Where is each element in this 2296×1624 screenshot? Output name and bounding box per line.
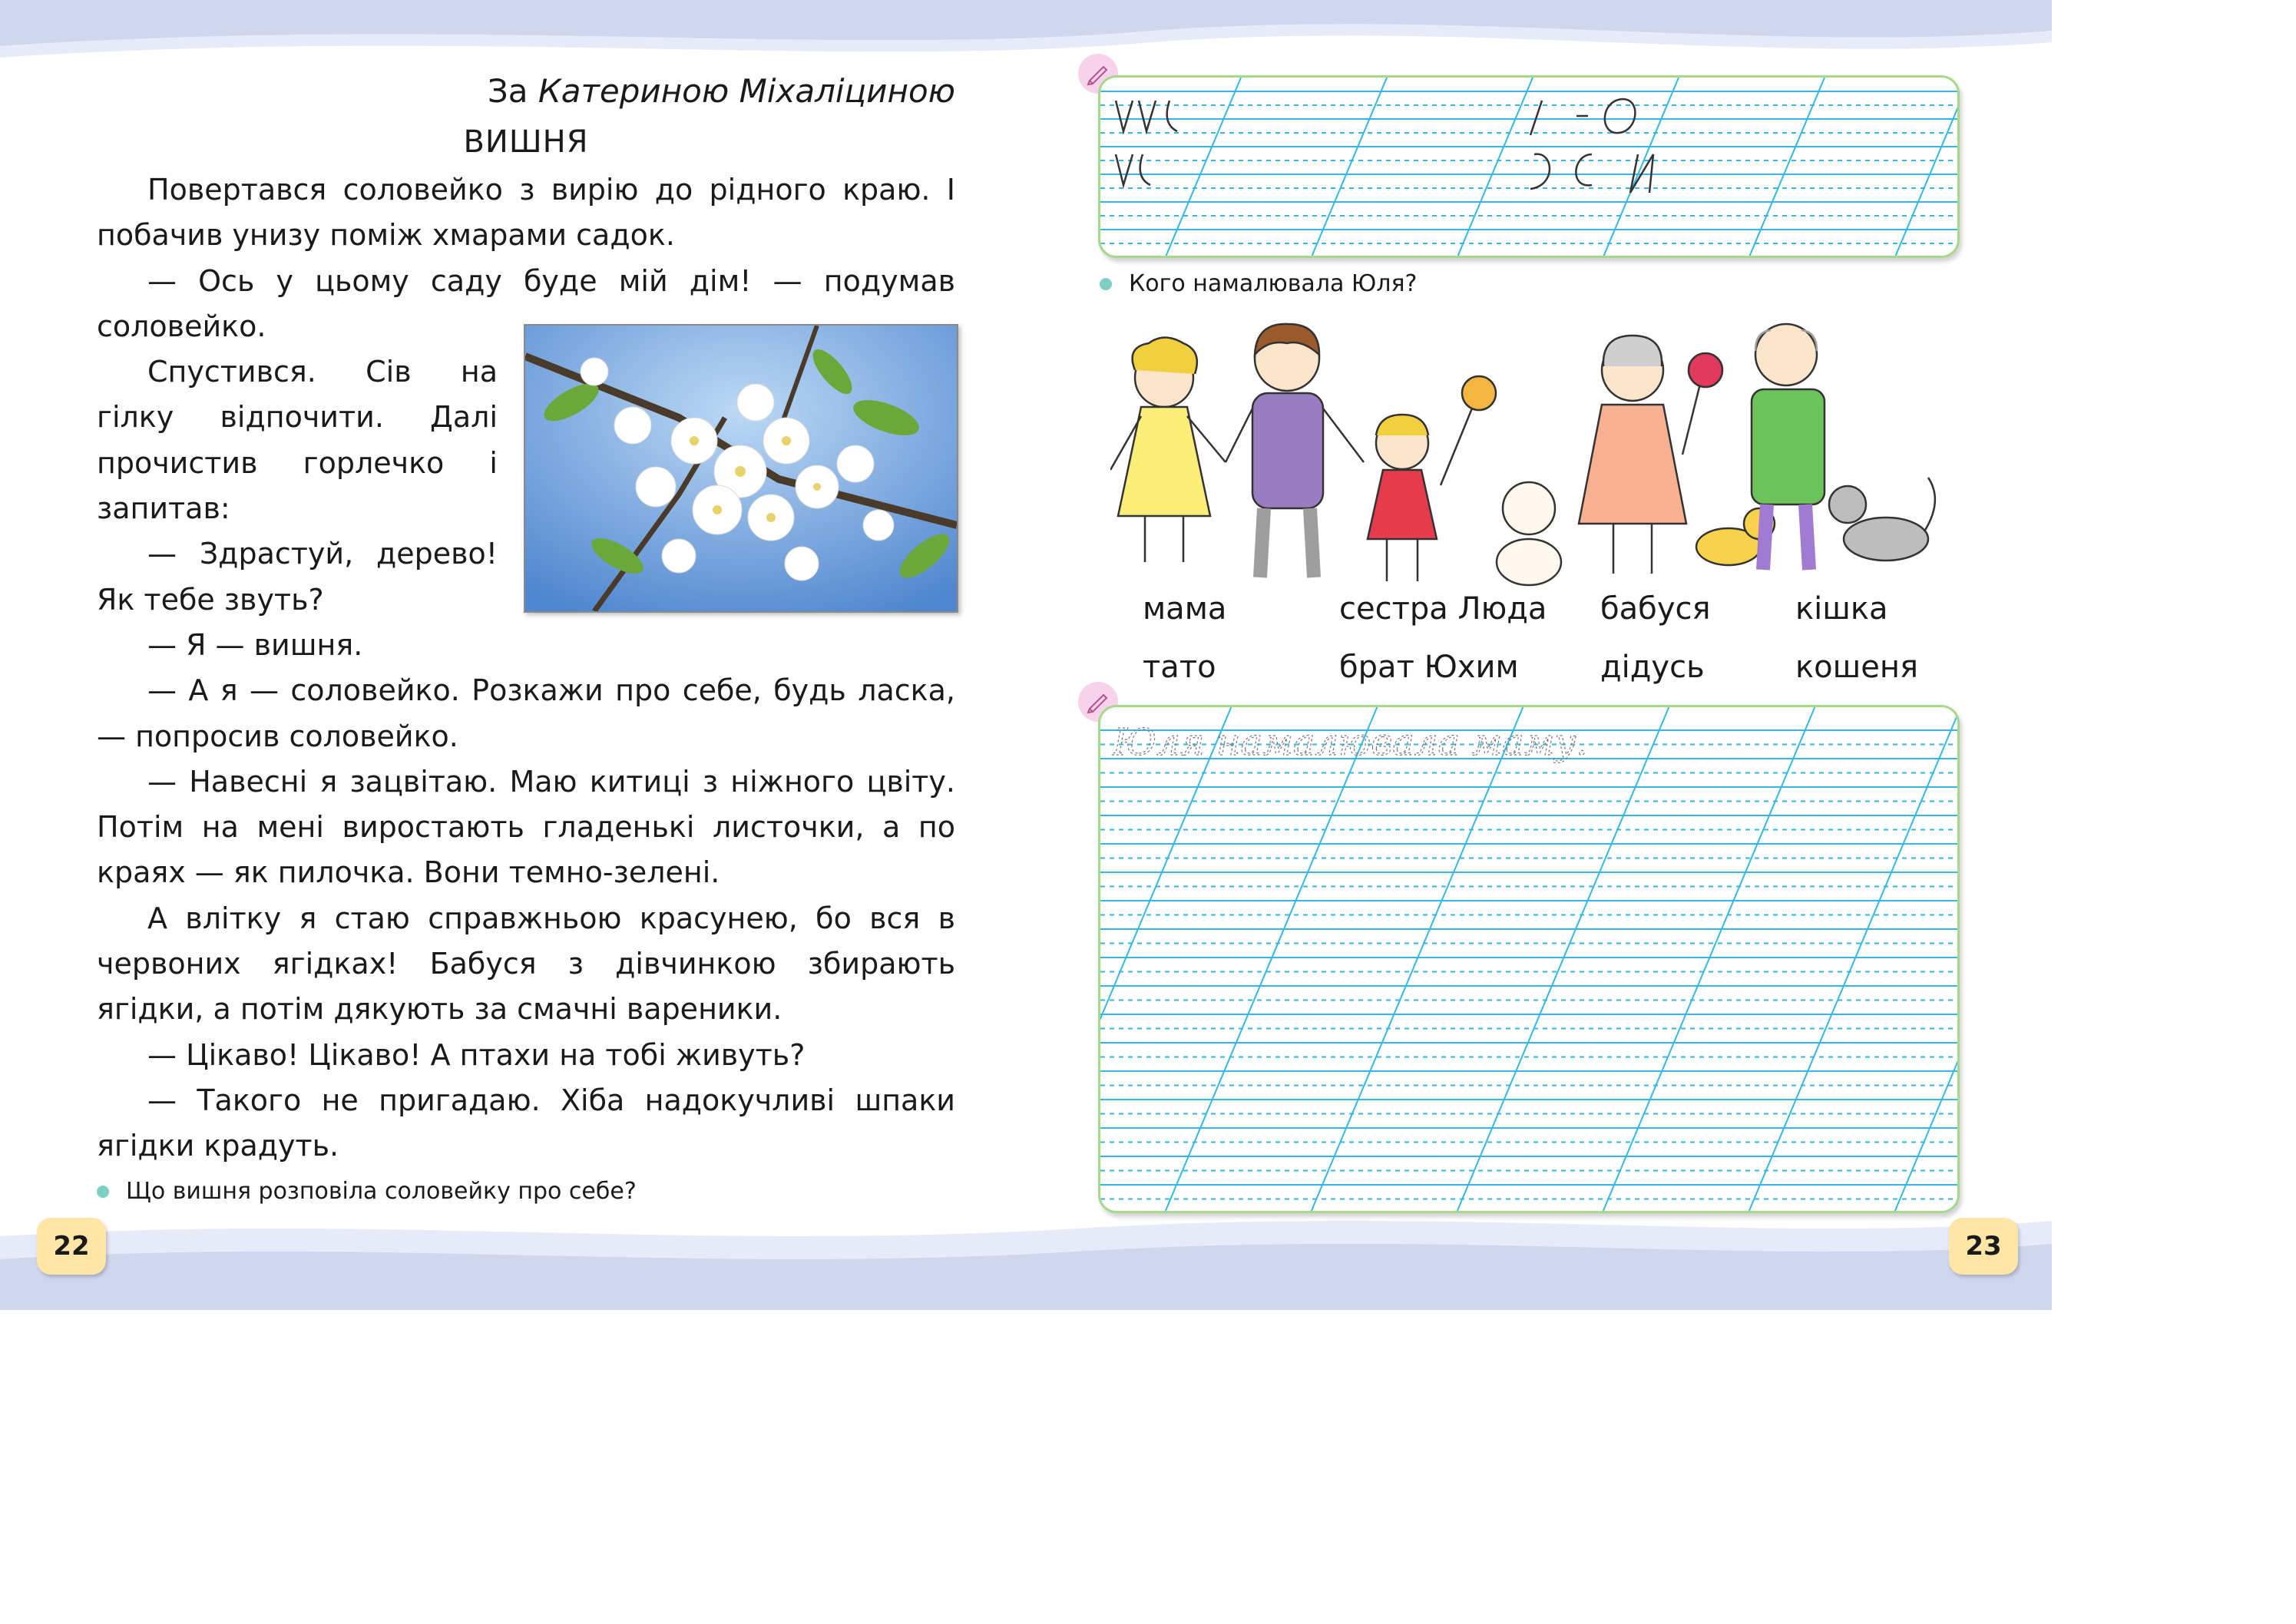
story-title: ВИШНЯ (463, 124, 589, 160)
dot-icon (97, 1186, 109, 1198)
word-item: сестра Люда (1339, 591, 1547, 627)
word-bank (1143, 591, 1957, 706)
story-text (97, 167, 955, 1169)
word-item: брат Юхим (1339, 650, 1519, 685)
page-number-right: 23 (1949, 1218, 2018, 1275)
story-paragraph: — Такого не пригадаю. Хіба надокучливі шпаки ягідки крадуть. (97, 1083, 955, 1163)
author-line (97, 63, 955, 120)
word-item: тато (1143, 650, 1216, 685)
letter-samples (1100, 78, 1957, 256)
copybook-writing-area[interactable] (1098, 705, 1960, 1213)
question-right (1100, 270, 1417, 297)
page-number-left: 22 (37, 1218, 106, 1275)
story-paragraph: — Цікаво! Цікаво! А птахи на тобі живуть? (147, 1037, 806, 1072)
cherry-blossom-photo (524, 324, 958, 613)
story-paragraph: Повертався соловейко з вирію до рідного краю. І побачив унизу поміж хмарами садок. (97, 173, 955, 253)
dot-icon (1100, 278, 1112, 290)
question-left-text: Що вишня розповіла соловейку про себе? (126, 1178, 637, 1205)
author-name: Катериною Міхаліциною (538, 72, 955, 110)
copy-sample-text: Юля намалювала маму. (1113, 721, 1588, 764)
story-paragraph: А влітку я стаю справжньою красунею, бо вся в червоних ягідках! Бабуся з дівчинкою збирають ягідки, а потім дякують за смачні вареники. (97, 901, 955, 1027)
family-drawing (1110, 316, 1940, 588)
story-paragraph: — Навесні я зацвітаю. Маю китиці з ніжного цвіту. Потім на мені виростають гладенькі листочки, а по краях — як пилочка. Вони темно-зелені. (97, 764, 955, 890)
left-page (97, 63, 955, 1169)
question-right-text: Кого намалювала Юля? (1129, 270, 1418, 297)
word-item: кішка (1795, 591, 1888, 627)
word-item: мама (1143, 591, 1227, 627)
word-item: дідусь (1600, 650, 1705, 685)
story-paragraph: — Ось у цьому саду буде мій дім! — подумав соловейко. (97, 263, 955, 343)
story-paragraph: — Я — вишня. (147, 627, 363, 662)
word-item: бабуся (1600, 591, 1711, 627)
word-item: кошеня (1795, 650, 1919, 685)
story-paragraph: — Здрастуй, дерево! Як тебе звуть? (97, 537, 498, 617)
author-prefix: За (487, 72, 528, 110)
copybook-letters (1098, 75, 1960, 258)
bottom-wave-decoration (0, 1206, 2052, 1310)
story-paragraph: Спустився. Сів на гілку відпочити. Далі прочистив горлечко і запитав: (97, 355, 498, 526)
story-paragraph: — А я — соловейко. Розкажи про себе, будь ласка, — попросив соловейко. (97, 673, 955, 753)
copy-sample-trace (1100, 707, 1957, 1211)
question-left (97, 1178, 637, 1205)
